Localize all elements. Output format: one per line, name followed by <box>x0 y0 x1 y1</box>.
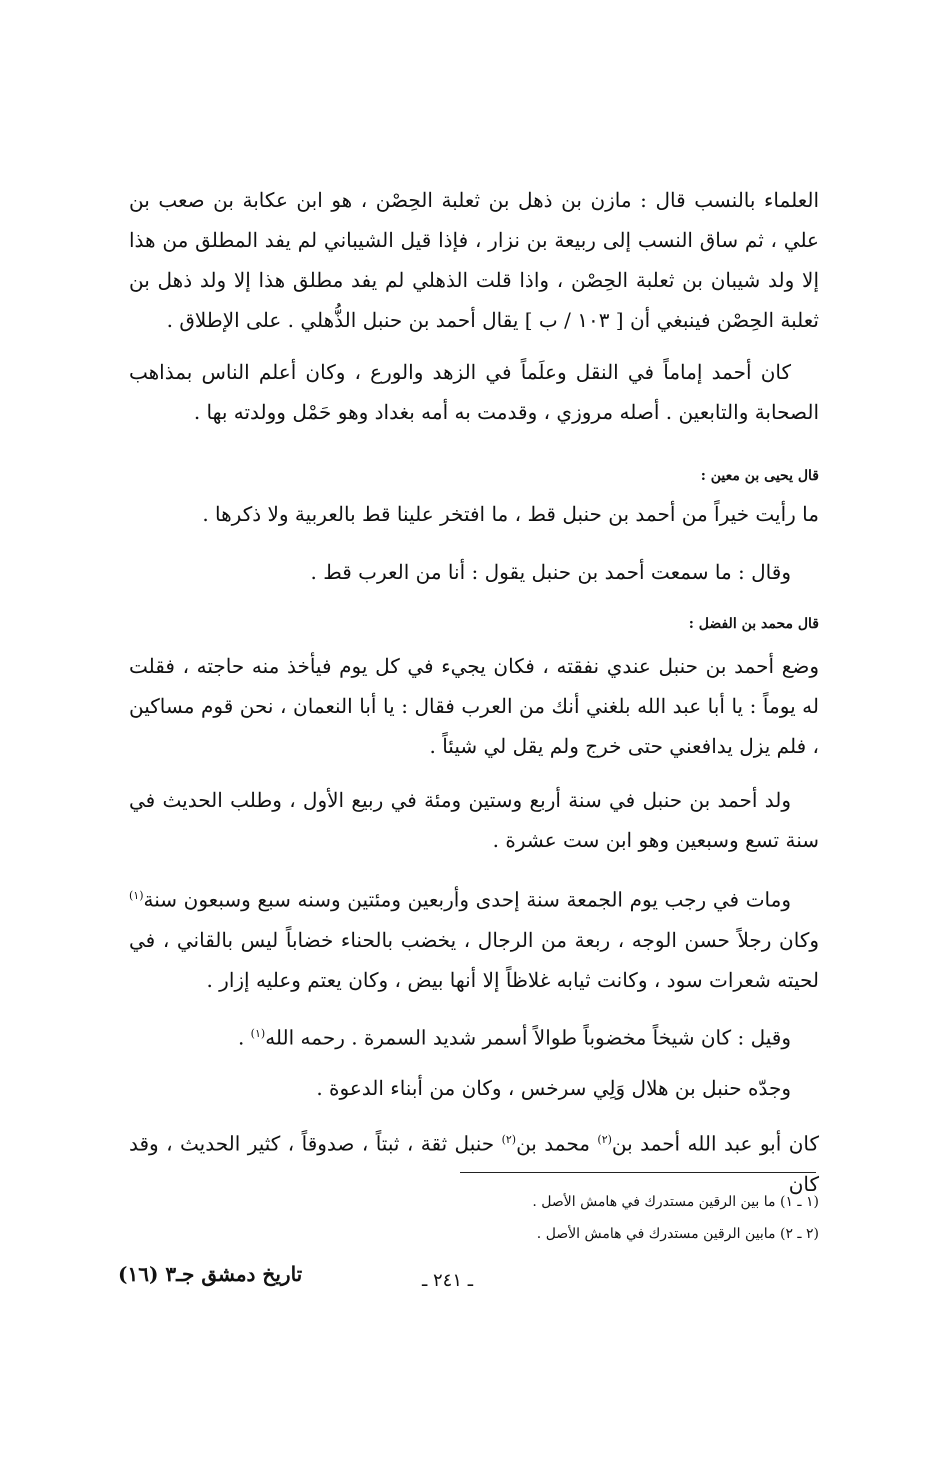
death-text-rest: وكان رجلاً حسن الوجه ، ربعة من الرجال ، يخضب بالحناء خضاباً ليس بالقاني ، في لحيته شعرات سود ، وكانت ثيابه غلاظاً إلا أنها بيض ، وكان يعتم وعليه إزار . <box>129 927 819 992</box>
appearance-end: . <box>237 1025 251 1050</box>
paragraph-birth: ولد أحمد بن حنبل في سنة أربع وستين ومئة في ربيع الأول ، وطلب الحديث في سنة تسع وسبعين وهو ابن ست عشرة . <box>129 788 819 852</box>
paragraph-expenses-story: وضع أحمد بن حنبل عندي نفقته ، فكان يجيء في كل يوم فيأخذ منه حاجته ، فقلت له يوماً : يا أبا عبد الله بلغني أنك من العرب فقال : يا أبا النعمان ، نحن قوم مساكين ، فلم يزل يدافعني حتى خرج ولم يقل لي شيئاً . <box>129 654 819 758</box>
footnote-2: (٢ ـ ٢) مابين الرقين مستدرك في هامش الأصل . <box>536 1226 819 1242</box>
paragraph-genealogy: العلماء بالنسب قال : مازن بن ذهل بن ثعلبة الحِصْن ، هو ابن عكابة بن صعب بن علي ، ثم ساق النسب إلى ربيعة بن نزار ، فإذا قيل الشيباني لم يفد المطلق من هذا إلا ولد شيبان بن ثعلبة الحِصْن ، واذا قلت الذهلي لم يفد مطلق هذا إلا ولد ذهل بن ثعلبة الحِصْن فينبغي أن [ ١٠٣ / ب ] يقال أحمد بن حنبل الذُّهلي . على الإطلاق . <box>129 188 819 332</box>
death-text: ومات في رجب يوم الجمعة سنة إحدى وأربعين ومئتين وسنه سبع وسبعون سنة <box>143 887 791 912</box>
trust-text-a: كان أبو عبد الله أحمد بن <box>611 1131 820 1156</box>
footnote-marker: (٢) <box>501 1133 517 1146</box>
footnote-marker: (١) <box>250 1027 266 1040</box>
paragraph-imam-description: كان أحمد إماماً في النقل وعلَماً في الزهد والورع ، وكان أعلم الناس بمذاهب الصحابة والتابعين . أصله مروزي ، وقدمت به أمه بغداد وهو حَمْل وولدته بها . <box>129 360 819 424</box>
footnote-1: (١ ـ ١) ما بين الرقين مستدرك في هامش الأصل . <box>532 1194 819 1210</box>
paragraph-death-description <box>129 876 819 1000</box>
footnote-divider <box>460 1172 816 1173</box>
appearance-text: وقيل : كان شيخاً مخضوباً طوالاً أسمر شديد السمرة . رحمه الله <box>265 1025 791 1050</box>
running-footer-book-title: تاريخ دمشق جـ٣ (١٦) <box>118 1262 303 1286</box>
paragraph-trustworthy <box>129 1120 819 1204</box>
heading-muhammad-ibn-fadl: قال محمد بن الفضل : <box>688 616 819 632</box>
paragraph-appearance <box>129 1014 819 1058</box>
heading-yahya-ibn-main: قال يحيى بن معين : <box>700 468 819 484</box>
paragraph-quote-arabs: وقال : ما سمعت أحمد بن حنبل يقول : أنا من العرب قط . <box>310 560 791 584</box>
footnote-marker: (٢) <box>597 1133 612 1146</box>
trust-text-b: محمد بن <box>516 1131 598 1156</box>
trust-text-c: حنبل ثقة ، ثبتاً ، صدوقاً ، كثير الحديث ، وقد كان <box>129 1131 819 1196</box>
paragraph-quote-best: ما رأيت خيراً من أحمد بن حنبل قط ، ما افتخر علينا قط بالعربية ولا ذكرها . <box>202 502 819 526</box>
footnote-marker: (١) <box>129 889 144 902</box>
paragraph-grandfather: وجدّه حنبل بن هلال وَلِي سرخس ، وكان من أبناء الدعوة . <box>316 1076 791 1100</box>
page-number: ـ ٢٤١ ـ <box>422 1270 474 1291</box>
